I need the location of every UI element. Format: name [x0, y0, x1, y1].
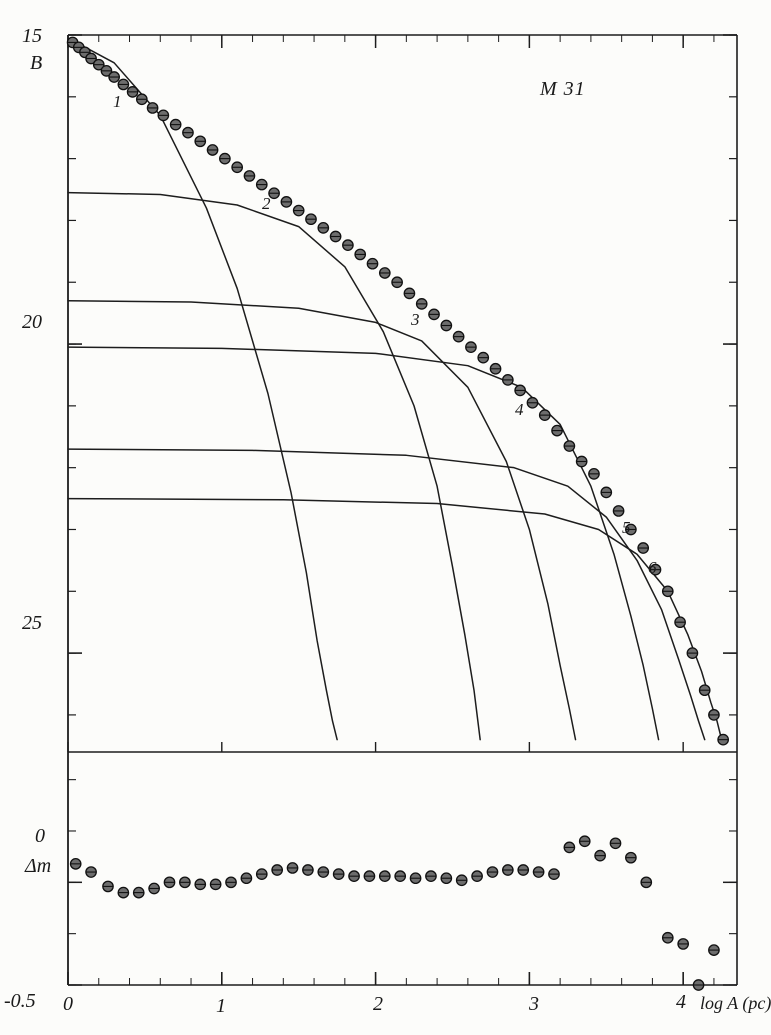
- residual-point: [333, 869, 343, 879]
- x-tick-label-1: 1: [216, 995, 226, 1017]
- residual-point: [241, 873, 251, 883]
- data-point: [170, 119, 180, 129]
- data-point: [355, 249, 365, 259]
- x-tick-label-3: 3: [529, 993, 539, 1015]
- points-layer: [67, 37, 728, 745]
- residual-point: [580, 836, 590, 846]
- x-axis-label: log A (pc): [700, 993, 771, 1013]
- residual-point: [595, 850, 605, 860]
- residual-point: [70, 859, 80, 869]
- residual-points-layer: [70, 836, 719, 990]
- data-point: [109, 72, 119, 82]
- residual-point: [164, 877, 174, 887]
- y-axis-label-B: B: [30, 52, 43, 74]
- axes-layer: [68, 35, 737, 985]
- data-point: [687, 648, 697, 658]
- residual-point: [626, 852, 636, 862]
- residual-point: [364, 871, 374, 881]
- y-tick-label-25: 25: [22, 612, 42, 634]
- residual-point: [610, 838, 620, 848]
- residual-point: [318, 867, 328, 877]
- model-curve-2: [68, 193, 480, 740]
- data-point: [466, 342, 476, 352]
- curve-label-4: 4: [515, 400, 524, 419]
- residual-point: [272, 865, 282, 875]
- data-point: [257, 179, 267, 189]
- data-point: [404, 288, 414, 298]
- curve-label-1: 1: [113, 92, 122, 111]
- data-point: [663, 586, 673, 596]
- residual-point: [410, 873, 420, 883]
- data-point: [417, 299, 427, 309]
- curve-label-3: 3: [411, 310, 420, 329]
- data-point: [490, 364, 500, 374]
- y-tick-label-resid-min: -0.5: [4, 990, 36, 1012]
- residual-point: [86, 867, 96, 877]
- data-point: [718, 734, 728, 744]
- data-point: [281, 197, 291, 207]
- residual-point: [663, 933, 673, 943]
- data-point: [527, 398, 537, 408]
- data-point: [478, 352, 488, 362]
- data-point: [158, 110, 168, 120]
- residual-point: [472, 871, 482, 881]
- data-point: [709, 710, 719, 720]
- data-point: [306, 214, 316, 224]
- data-point: [195, 136, 205, 146]
- residual-point: [564, 842, 574, 852]
- residual-point: [426, 871, 436, 881]
- residual-point: [533, 867, 543, 877]
- residual-point: [303, 865, 313, 875]
- data-point: [503, 375, 513, 385]
- data-point: [515, 385, 525, 395]
- data-point: [638, 543, 648, 553]
- data-point: [147, 103, 157, 113]
- data-point: [232, 162, 242, 172]
- curves-layer: [68, 38, 722, 740]
- residual-point: [709, 945, 719, 955]
- y-tick-label-15: 15: [22, 25, 42, 47]
- data-point: [127, 87, 137, 97]
- residual-point: [195, 879, 205, 889]
- data-point: [380, 268, 390, 278]
- data-point: [552, 425, 562, 435]
- data-point: [564, 441, 574, 451]
- data-point: [330, 231, 340, 241]
- curve-label-6: 6: [648, 558, 657, 577]
- residual-point: [210, 879, 220, 889]
- y-tick-label-resid-0: 0: [35, 825, 45, 847]
- data-point: [318, 223, 328, 233]
- data-point: [183, 127, 193, 137]
- data-point: [207, 145, 217, 155]
- data-point: [589, 469, 599, 479]
- residual-point: [287, 863, 297, 873]
- residual-point: [226, 877, 236, 887]
- data-point: [429, 309, 439, 319]
- data-point: [441, 320, 451, 330]
- data-point: [244, 171, 254, 181]
- data-point: [392, 277, 402, 287]
- residual-point: [549, 869, 559, 879]
- residual-point: [103, 881, 113, 891]
- residual-point: [641, 877, 651, 887]
- residual-point: [693, 980, 703, 990]
- x-tick-label-0: 0: [63, 993, 73, 1015]
- residual-point: [349, 871, 359, 881]
- residual-point: [457, 875, 467, 885]
- residual-point: [118, 887, 128, 897]
- residual-point: [395, 871, 405, 881]
- residual-point: [441, 873, 451, 883]
- curve-label-5: 5: [622, 518, 631, 537]
- curve-label-2: 2: [262, 194, 271, 213]
- data-point: [293, 205, 303, 215]
- y-axis-label-delta-m: Δm: [25, 855, 52, 877]
- object-title: M 31: [540, 78, 586, 100]
- data-point: [220, 153, 230, 163]
- data-point: [118, 79, 128, 89]
- residual-point: [257, 869, 267, 879]
- data-point: [367, 259, 377, 269]
- data-point: [540, 410, 550, 420]
- x-tick-label-2: 2: [373, 993, 383, 1015]
- data-point: [453, 331, 463, 341]
- y-tick-label-20: 20: [22, 311, 42, 333]
- residual-point: [678, 939, 688, 949]
- x-tick-label-4: 4: [676, 991, 686, 1013]
- residual-point: [380, 871, 390, 881]
- data-point: [601, 487, 611, 497]
- data-point: [137, 94, 147, 104]
- data-point: [343, 240, 353, 250]
- residual-point: [180, 877, 190, 887]
- residual-point: [134, 887, 144, 897]
- model-curve-4: [68, 347, 659, 740]
- residual-point: [149, 883, 159, 893]
- data-point: [613, 506, 623, 516]
- data-point: [576, 456, 586, 466]
- data-point: [675, 617, 685, 627]
- residual-point: [503, 865, 513, 875]
- residual-point: [518, 865, 528, 875]
- residual-point: [487, 867, 497, 877]
- data-point: [700, 685, 710, 695]
